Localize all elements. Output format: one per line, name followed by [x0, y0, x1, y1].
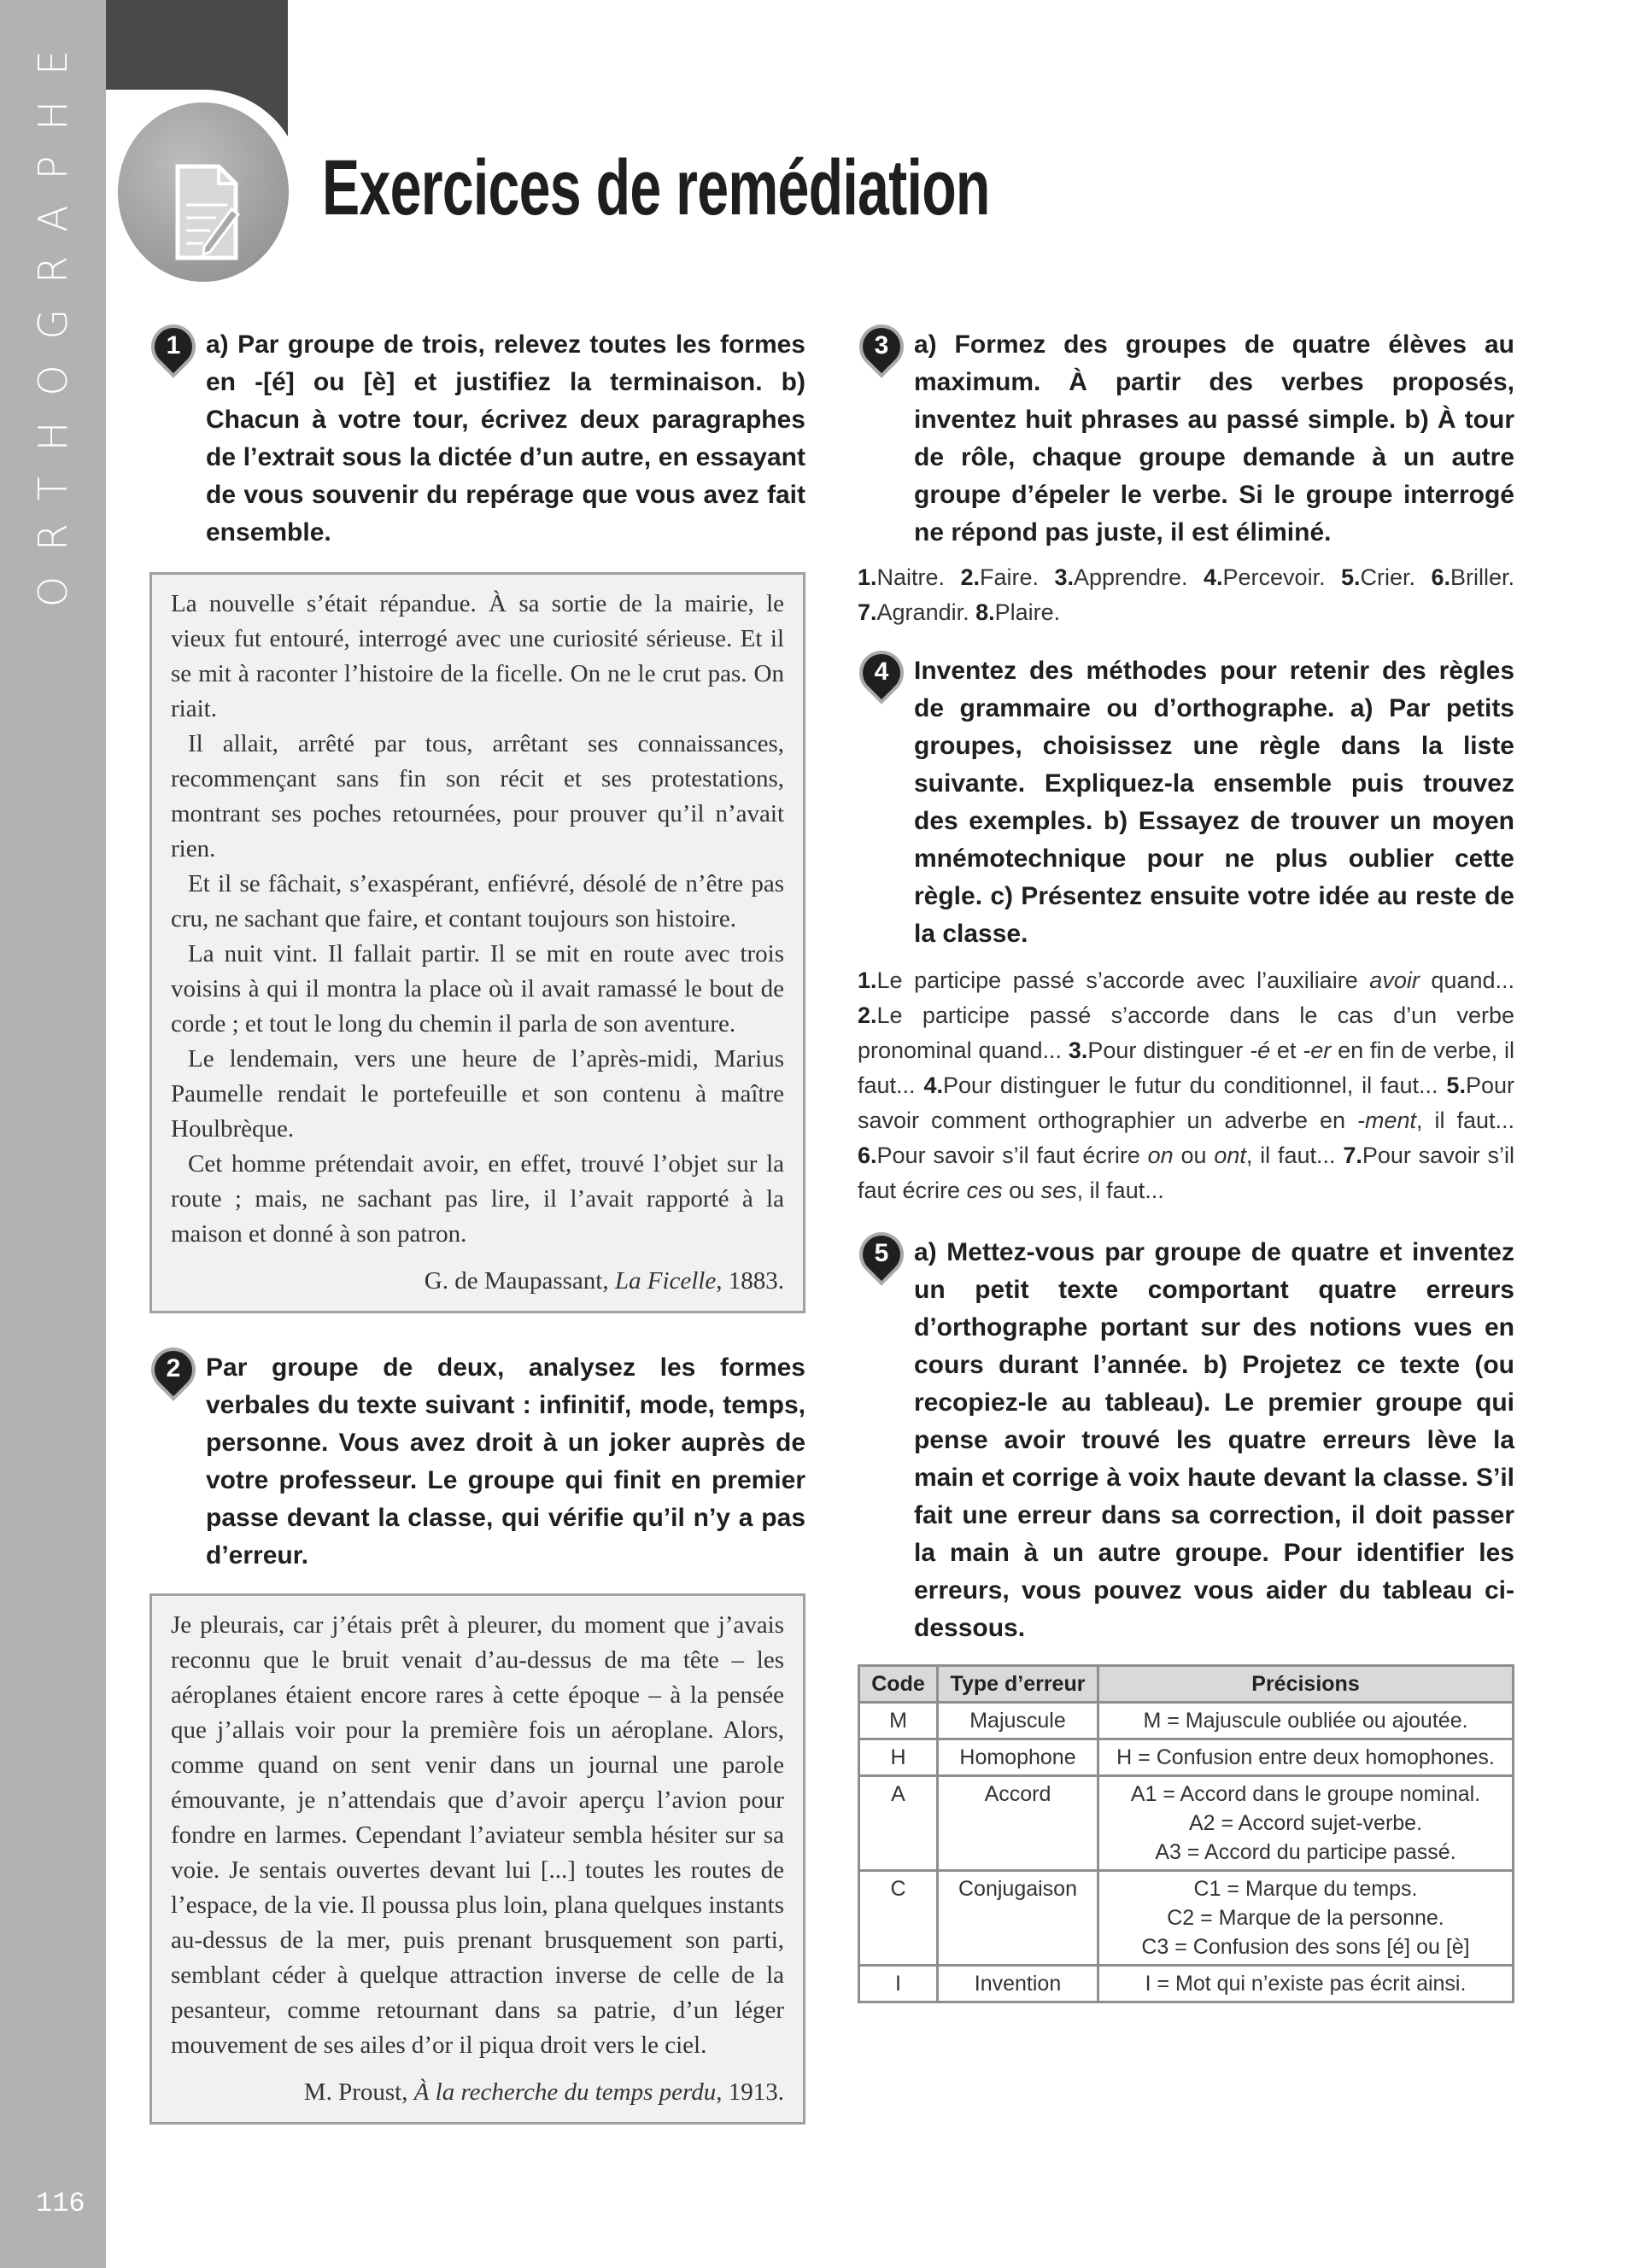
- item-text: ses: [1040, 1178, 1077, 1203]
- passage-paragraph: Il allait, arrêté par tous, arrêtant ses connaissances, recommençant sans fin son récit et ses protestations, montrant ses poches retournées, pour prouver qu’il n’avait rien.: [171, 730, 784, 862]
- column-header: Type d’erreur: [938, 1666, 1098, 1703]
- type-cell: Accord: [938, 1776, 1098, 1871]
- detail-line: A2 = Accord sujet-verbe.: [1188, 1811, 1423, 1835]
- exercise-2-instructions: Par groupe de deux, analysez les formes verbales du texte suivant : infinitif, mode, temps, personne. Vous avez droit à un joker auprès de votre professeur. Le groupe qui finit en premier passe devant la classe, qui vérifie qu’il n’y a pas d’erreur.: [206, 1353, 805, 1569]
- exercise-number: 1: [166, 331, 181, 359]
- item-text: Agrandir.: [876, 599, 976, 625]
- item-number: 8.: [975, 599, 995, 625]
- item-text: ou: [1173, 1143, 1215, 1168]
- detail-line: H = Confusion entre deux homophones.: [1116, 1745, 1495, 1769]
- code-cell: C: [859, 1871, 938, 1966]
- item-text: , il faut...: [1076, 1178, 1164, 1203]
- item-text: Pour distinguer le futur du conditionnel, il faut...: [942, 1073, 1447, 1098]
- item-number: 2.: [960, 564, 980, 590]
- passage-proust: [149, 1593, 805, 2125]
- exercise-number: 4: [874, 658, 889, 686]
- source-year: , 1913.: [716, 2078, 784, 2106]
- item-text: ont: [1214, 1143, 1246, 1168]
- section-sidebar: [0, 0, 106, 2268]
- item-text: Pour distinguer: [1087, 1038, 1250, 1063]
- code-cell: A: [859, 1776, 938, 1871]
- rule-item: [923, 1073, 1446, 1098]
- item-text: , il faut...: [1416, 1108, 1514, 1133]
- verb-item: [1431, 564, 1514, 590]
- item-text: et: [1270, 1038, 1303, 1063]
- verb-item: [858, 599, 975, 625]
- item-text: Briller.: [1450, 564, 1514, 590]
- item-text: -er: [1303, 1038, 1332, 1063]
- table-row: [859, 1776, 1514, 1871]
- rule-list: [858, 963, 1514, 1208]
- table-row: [859, 1966, 1514, 2002]
- type-cell: Homophone: [938, 1739, 1098, 1776]
- item-text: Faire.: [980, 564, 1055, 590]
- verb-item: [1341, 564, 1431, 590]
- exercise-number: 2: [166, 1354, 181, 1382]
- item-number: 3.: [1054, 564, 1074, 590]
- item-text: Crier.: [1360, 564, 1432, 590]
- column-header: Code: [859, 1666, 938, 1703]
- source-author: M. Proust,: [303, 2078, 414, 2106]
- item-number: 6.: [1431, 564, 1450, 590]
- exercise-5: [858, 1234, 1514, 1647]
- item-number: 4.: [923, 1073, 943, 1098]
- item-text: quand...: [1419, 967, 1514, 993]
- detail-line: M = Majuscule oubliée ou ajoutée.: [1143, 1709, 1468, 1733]
- exercise-3-instructions: a) Formez des groupes de quatre élèves au maximum. À partir des verbes proposés, inventez huit phrases au passé simple. b) À tour de rôle, chaque groupe demande à un autre groupe d’épeler le verbe. Si le groupe interrogé ne répond pas juste, il est éliminé.: [914, 330, 1514, 547]
- detail-line: I = Mot qui n’existe pas écrit ainsi.: [1145, 1972, 1467, 1996]
- passage-paragraph: Le lendemain, vers une heure de l’après-midi, Marius Paumelle rendait le portefeuille et son contenu à maître Houlbrèque.: [171, 1045, 784, 1143]
- item-text: Le participe passé s’accorde avec l’auxiliaire: [876, 967, 1370, 993]
- detail-line: C2 = Marque de la personne.: [1167, 1906, 1444, 1930]
- item-text: -é: [1250, 1038, 1271, 1063]
- item-number: 2.: [858, 1002, 877, 1028]
- details-cell: [1098, 1739, 1514, 1776]
- details-cell: [1098, 1966, 1514, 2002]
- type-cell: Majuscule: [938, 1703, 1098, 1739]
- type-cell: Invention: [938, 1966, 1098, 2002]
- item-text: avoir: [1369, 967, 1420, 993]
- table-row: [859, 1871, 1514, 1966]
- item-number: 6.: [858, 1143, 877, 1168]
- item-text: Naitre.: [876, 564, 961, 590]
- exercise-number-badge: [155, 328, 192, 371]
- exercise-number-badge: [863, 328, 900, 371]
- exercise-1-instructions: a) Par groupe de trois, relevez toutes les formes en -[é] ou [è] et justifiez la terminaison. b) Chacun à votre tour, écrivez deux paragraphes de l’extrait sous la dictée d’un autre, en essayant de vous souvenir du repérage que vous avez fait ensemble.: [206, 330, 805, 547]
- table-row: [859, 1703, 1514, 1739]
- source-title: À la recherche du temps perdu: [413, 2078, 717, 2106]
- exercise-1: [149, 326, 805, 552]
- exercise-number-badge: [863, 654, 900, 697]
- detail-line: A1 = Accord dans le groupe nominal.: [1130, 1782, 1481, 1806]
- item-text: ces: [966, 1178, 1003, 1203]
- item-text: Plaire.: [994, 599, 1061, 625]
- details-cell: [1098, 1703, 1514, 1739]
- item-text: -ment: [1357, 1108, 1417, 1133]
- verb-item: [858, 564, 960, 590]
- item-number: 5.: [1446, 1073, 1466, 1098]
- code-cell: H: [859, 1739, 938, 1776]
- code-cell: I: [859, 1966, 938, 2002]
- passage-paragraph: La nouvelle s’était répandue. À sa sortie de la mairie, le vieux fut entouré, interrogé avec une curiosité sérieuse. Et il se mit à raconter l’histoire de la ficelle. On ne le crut pas. On riait.: [171, 590, 784, 722]
- details-cell: [1098, 1871, 1514, 1966]
- passage-paragraph: Et il se fâchait, s’exaspérant, enfiévré, désolé de n’être pas cru, ne sachant que faire, et contant toujours son histoire.: [171, 870, 784, 932]
- rule-item: [858, 967, 1514, 993]
- source-year: , 1883.: [716, 1267, 784, 1295]
- page-number: 116: [36, 2188, 85, 2219]
- column-header: Précisions: [1098, 1666, 1514, 1703]
- exercise-number: 3: [874, 331, 889, 359]
- item-text: Pour savoir s’il faut écrire: [876, 1143, 1148, 1168]
- exercise-5-instructions: a) Mettez-vous par groupe de quatre et inventez un petit texte comportant quatre erreurs d’orthographe portant sur des notions vues en cours durant l’année. b) Projetez ce texte (ou recopiez-le au tableau). Le premier groupe qui pense avoir trouvé les quatre erreurs lève la main et corrige à voix haute devant la classe. S’il fait une erreur dans sa correction, il doit passer la main à un autre groupe. Pour identifier les erreurs, vous pouvez vous aider du tableau ci-dessous.: [914, 1238, 1514, 1642]
- verb-item: [1054, 564, 1204, 590]
- verb-item: [1204, 564, 1341, 590]
- page-title: Exercices de remédiation: [322, 144, 990, 231]
- item-number: 1.: [858, 967, 877, 993]
- verb-item: [960, 564, 1054, 590]
- item-text: Apprendre.: [1073, 564, 1204, 590]
- passage-paragraph: Je pleurais, car j’étais prêt à pleurer, du moment que j’avais reconnu que le bruit venait d’au-dessus de ma tête – les aéroplanes étaient encore rares à cette époque – à la pensée que j’allais voir pour la première fois un aéroplane. Alors, comme quand on sent venir dans un journal une parole émouvante, je n’attendais que d’avoir aperçu l’avion pour fondre en larmes. Cependant l’aviateur sembla hésiter sur sa voie. Je sentais ouvertes devant lui [...] toutes les routes de l’espace, de la vie. Il poussa plus loin, plana quelques instants au-dessus de la mer, puis prenant brusquement son parti, semblant céder à quelque attraction inverse de celle de la pesanteur, comme retournant dans sa patrie, d’un léger mouvement de ses ailes d’or il piqua droit vers le ciel.: [171, 1611, 784, 2059]
- exercise-number: 5: [874, 1239, 889, 1267]
- passage-paragraph: La nuit vint. Il fallait partir. Il se mit en route avec trois voisins à qui il montra la place où il avait ramassé le bout de corde ; et tout le long du chemin il parla de son aventure.: [171, 940, 784, 1038]
- exercise-4: [858, 652, 1514, 953]
- item-number: 5.: [1340, 564, 1361, 590]
- source-author: G. de Maupassant,: [424, 1267, 615, 1295]
- detail-line: C3 = Confusion des sons [é] ou [è]: [1141, 1935, 1470, 1959]
- exercise-2: [149, 1349, 805, 1575]
- right-column: [858, 326, 1514, 2003]
- passage-source: [171, 1264, 784, 1299]
- item-text: en fin de verbe, il faut...: [858, 1038, 1514, 1098]
- detail-line: A3 = Accord du participe passé.: [1155, 1840, 1456, 1864]
- item-text: ou: [1002, 1178, 1041, 1203]
- item-number: 1.: [858, 564, 877, 590]
- item-number: 4.: [1203, 564, 1223, 590]
- exercise-number-badge: [863, 1236, 900, 1278]
- item-number: 7.: [858, 599, 877, 625]
- passage-source: [171, 2075, 784, 2110]
- item-text: Le participe passé s’accorde dans le cas d’un verbe pronominal quand...: [858, 1002, 1514, 1063]
- code-cell: M: [859, 1703, 938, 1739]
- table-row: [859, 1739, 1514, 1776]
- left-column: [149, 326, 805, 2125]
- details-cell: [1098, 1776, 1514, 1871]
- detail-line: C1 = Marque du temps.: [1193, 1877, 1418, 1901]
- item-text: Percevoir.: [1222, 564, 1341, 590]
- item-number: 7.: [1343, 1143, 1362, 1168]
- section-label: ORTHOGRAPHE: [30, 24, 76, 608]
- verb-list: [858, 560, 1514, 630]
- error-code-table: [858, 1664, 1514, 2003]
- exercise-4-instructions: Inventez des méthodes pour retenir des règles de grammaire ou d’orthographe. a) Par petits groupes, choisissez une règle dans la liste suivante. Expliquez-la ensemble puis trouvez des exemples. b) Essayez de trouver un moyen mnémotechnique pour ne plus oublier cette règle. c) Présentez ensuite votre idée au reste de la classe.: [914, 657, 1514, 948]
- item-text: , il faut...: [1245, 1143, 1344, 1168]
- document-pencil-icon: [118, 102, 289, 282]
- rule-item: [858, 1143, 1343, 1168]
- item-text: Pour savoir s’il faut écrire: [858, 1143, 1514, 1203]
- exercise-number-badge: [155, 1351, 192, 1394]
- exercise-3: [858, 326, 1514, 552]
- item-text: Pour savoir comment orthographier un adverbe en: [858, 1073, 1514, 1133]
- passage-paragraph: Cet homme prétendait avoir, en effet, trouvé l’objet sur la route ; mais, ne sachant pas lire, il l’avait rapporté à la maison et donné à son patron.: [171, 1150, 784, 1248]
- source-title: La Ficelle: [614, 1267, 717, 1295]
- passage-maupassant: [149, 572, 805, 1313]
- item-number: 3.: [1068, 1038, 1088, 1063]
- type-cell: Conjugaison: [938, 1871, 1098, 1966]
- item-text: on: [1147, 1143, 1174, 1168]
- verb-item: [975, 599, 1060, 625]
